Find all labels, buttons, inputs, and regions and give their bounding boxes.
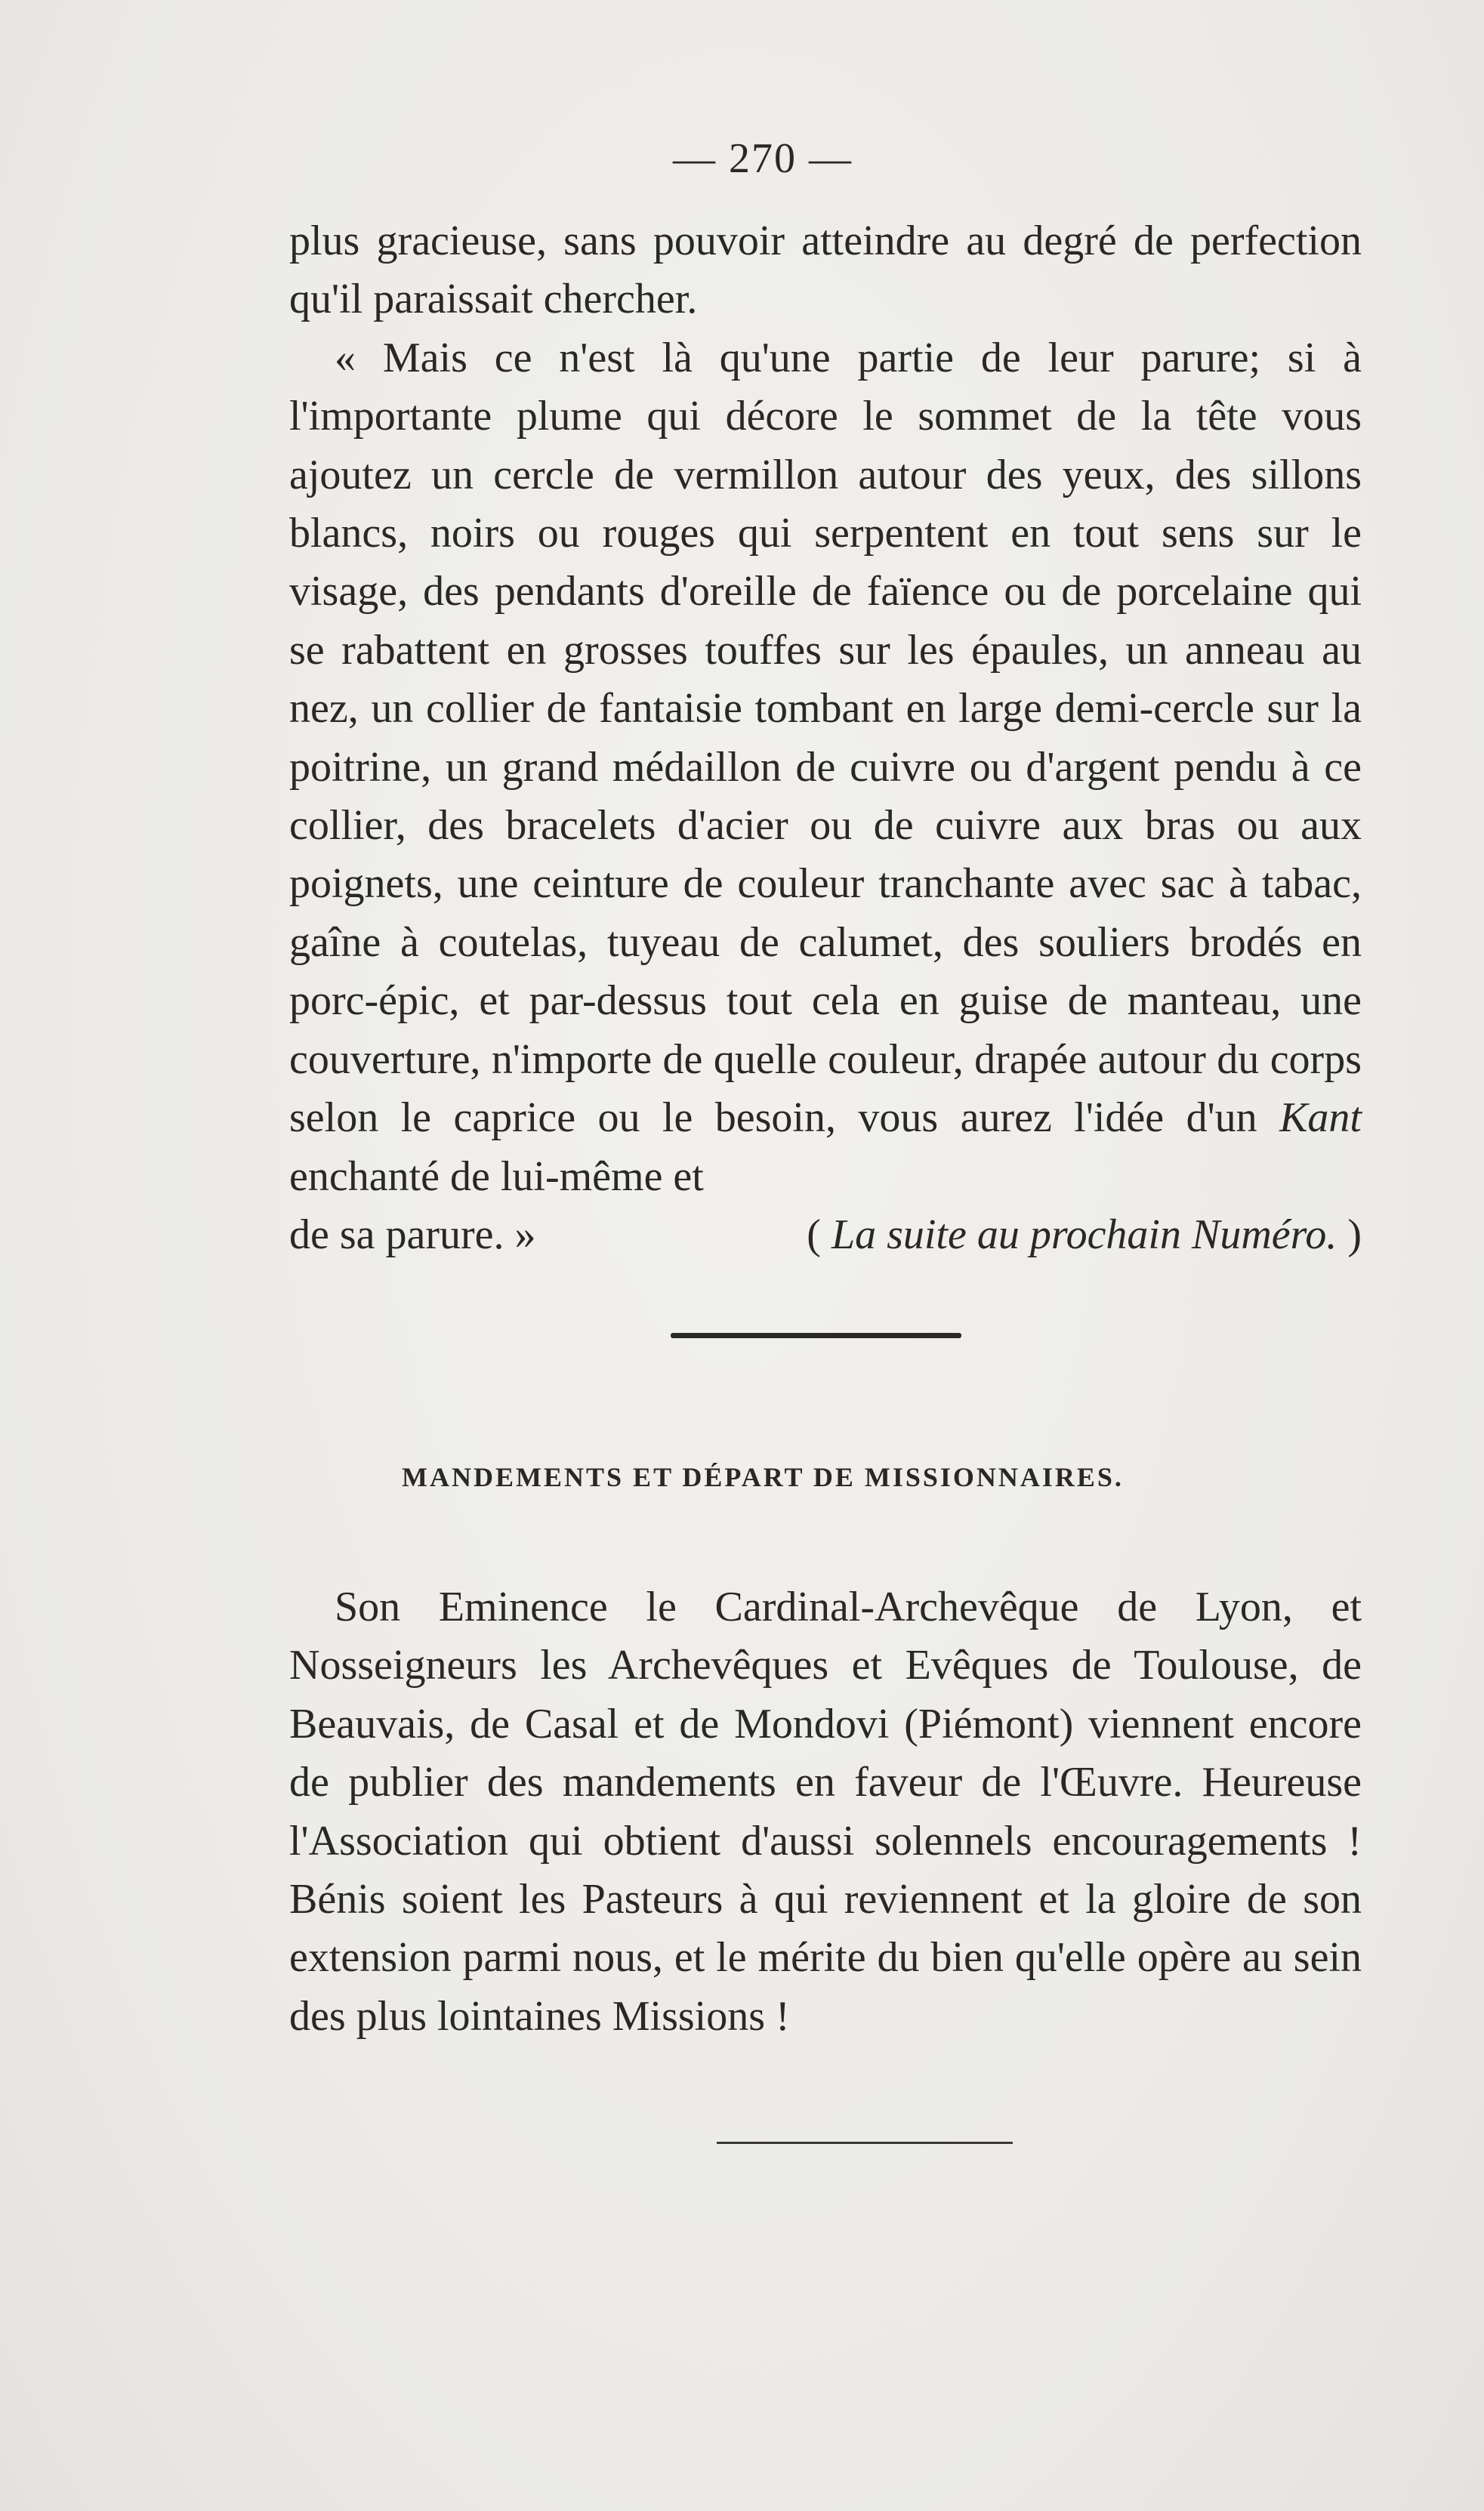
continuation-note — [807, 1206, 1362, 1264]
section-heading: MANDEMENTS ET DÉPART DE MISSIONNAIRES. — [402, 1462, 1124, 1492]
paragraph-closing-line — [289, 1206, 1362, 1264]
paragraph-opening: plus gracieuse, sans pouvoir atteindre au degré de perfection qu'il paraissait chercher. — [289, 217, 1362, 323]
note-close-paren: ) — [1347, 1211, 1362, 1258]
article-continuation — [289, 212, 1362, 1264]
quote-text-tail: enchanté de lui-même et — [289, 1152, 704, 1200]
quote-text: « Mais ce n'est là qu'une partie de leur parure; si à l'importante plume qui décore le sommet de la tête vous ajoutez un cercle de vermillon autour des yeux, des sillons blancs, noirs ou rouges qui serpentent en tout sens sur le visage, des pendants d'oreille de faïence ou de porcelaine qui se rabattent en grosses touffes sur les épaules, un anneau au nez, un collier de fantaisie tombant en large demi-cercle sur la poitrine, un grand médaillon de cuivre ou d'argent pendu à ce collier, des bracelets d'acier ou de cuivre aux bras ou aux poignets, une ceinture de couleur tranchante avec sac à tabac, gaîne à coutelas, tuyeau de calumet, des souliers brodés en porc-épic, et par-dessus tout cela en guise de manteau, une couverture, n'importe de quelle couleur, drapée autour du corps selon le caprice ou le besoin, vous aurez l'idée d'un — [289, 334, 1362, 1142]
closing-text: de sa parure. » — [289, 1211, 536, 1258]
paragraph-mandements: Son Eminence le Cardinal-Archevêque de Lyon, et Nosseigneurs les Archevêques et Evêques de Toulouse, de Beauvais, de Casal et de Mondovi (Piémont) viennent encore de publier des mandements en faveur de l'Œuvre. Heureuse l'Association qui obtient d'aussi solennels encouragements ! Bénis soient les Pasteurs à qui reviennent et la gloire de son extension parmi nous, et le mérite du bien qu'elle opère au sein des plus lointaines Missions ! — [289, 1584, 1362, 2040]
note-text: La suite au prochain Numéro. — [831, 1211, 1337, 1258]
kant-italic: Kant — [1279, 1094, 1362, 1142]
section-divider — [671, 1333, 961, 1338]
page-number: — 270 — — [673, 135, 853, 182]
end-divider — [717, 2142, 1013, 2144]
note-open-paren: ( — [807, 1211, 821, 1258]
mandements-article — [289, 1578, 1362, 2046]
paragraph-quote — [289, 329, 1362, 1206]
